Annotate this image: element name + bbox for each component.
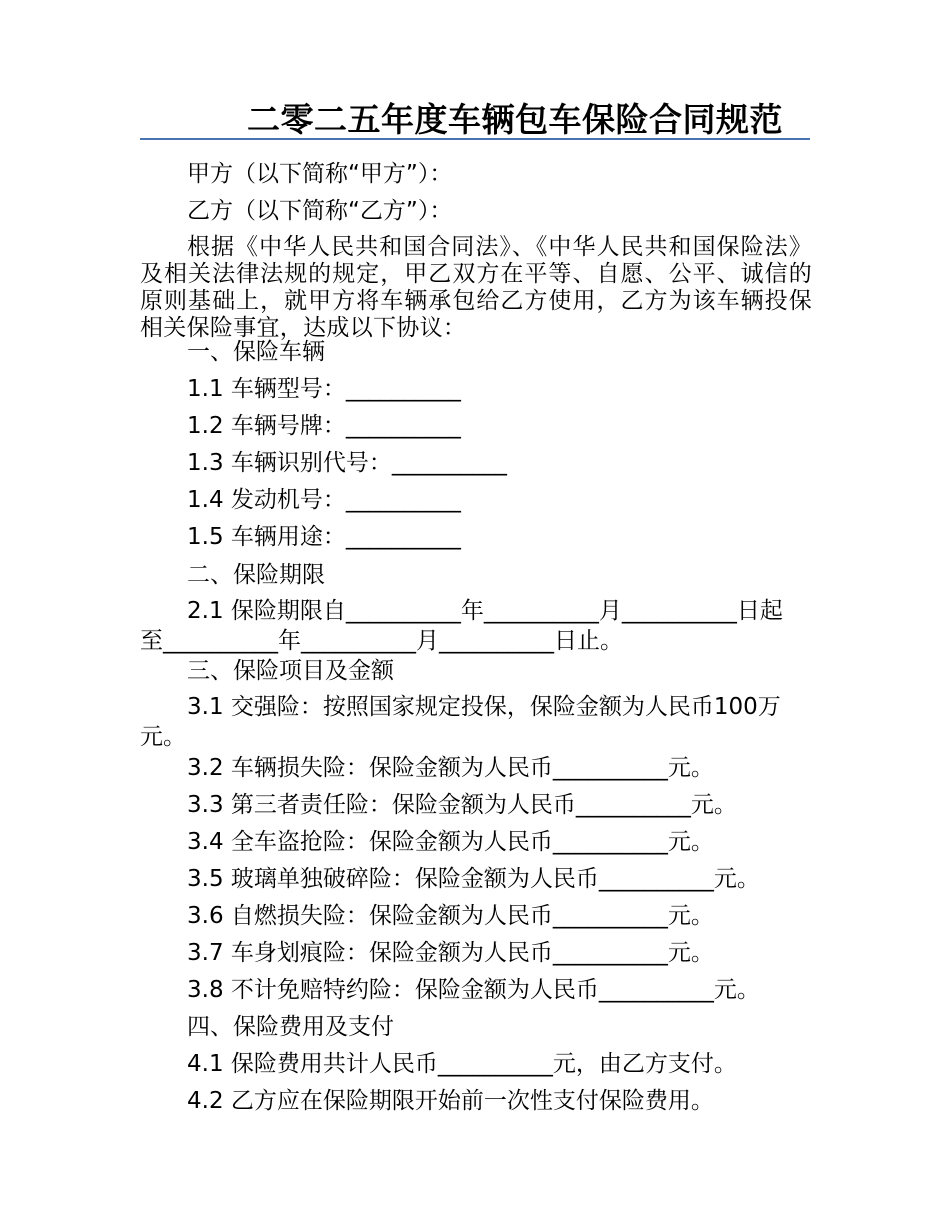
section2-item: 2.1 保险期限自__________年__________月__________日起至__________年__________月__________日止。 [140,598,783,654]
section3-item: 3.3 第三者责任险：保险金额为人民币__________元。 [187,792,737,818]
section1-item: 1.4 发动机号：__________ [187,487,461,513]
section1-heading: 一、保险车辆 [187,339,325,365]
section1-item: 1.3 车辆识别代号：__________ [187,450,507,476]
party-b-line: 乙方（以下简称“乙方”）： [187,198,453,224]
section4-item: 4.1 保险费用共计人民币__________元，由乙方支付。 [187,1051,737,1077]
section2-heading: 二、保险期限 [187,562,325,588]
party-a-line: 甲方（以下简称“甲方”）： [187,161,453,187]
section3-item: 3.5 玻璃单独破碎险：保险金额为人民币__________元。 [187,866,760,892]
section3-item: 3.4 全车盗抢险：保险金额为人民币__________元。 [187,829,714,855]
section3-item: 3.6 自燃损失险：保险金额为人民币__________元。 [187,903,714,929]
document-title: 二零二五年度车辆包车保险合同规范 [140,100,810,140]
section4-item: 4.2 乙方应在保险期限开始前一次性支付保险费用。 [187,1088,714,1114]
section1-item: 1.2 车辆号牌：__________ [187,413,461,439]
section3-item: 3.8 不计免赔特约险：保险金额为人民币__________元。 [187,977,760,1003]
section3-heading: 三、保险项目及金额 [187,658,394,684]
section1-item: 1.5 车辆用途：__________ [187,524,461,550]
section1-item: 1.1 车辆型号：__________ [187,376,461,402]
section3-item: 3.7 车身划痕险：保险金额为人民币__________元。 [187,940,714,966]
section3-item: 3.2 车辆损失险：保险金额为人民币__________元。 [187,755,714,781]
preamble-paragraph: 根据《中华人民共和国合同法》、《中华人民共和国保险法》及相关法律法规的规定，甲乙双方在平等、自愿、公平、诚信的原则基础上，就甲方将车辆承包给乙方使用，乙方为该车辆投保相关保险事宜，达成以下协议： [140,234,812,341]
section3-item: 3.1 交强险：按照国家规定投保，保险金额为人民币100万元。 [140,694,781,750]
section4-heading: 四、保险费用及支付 [187,1014,394,1040]
